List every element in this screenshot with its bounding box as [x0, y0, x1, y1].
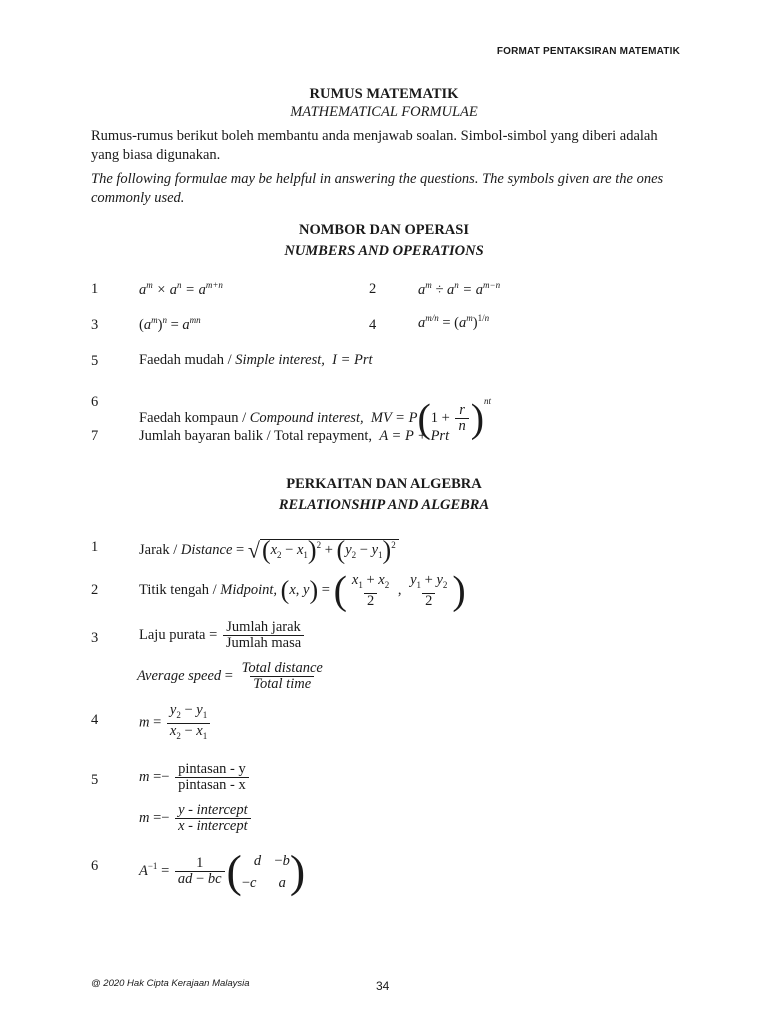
formula-index-divide: $a^m \div a^n = a^{m-n}$ [418, 280, 501, 298]
fraction-numerator: Jumlah jarak [226, 619, 301, 635]
label-malay: Faedah mudah / [139, 352, 236, 368]
formula-simple-interest [139, 352, 373, 369]
formula-number: 6 [91, 394, 99, 410]
formula-number: 4 [91, 712, 99, 728]
formula-number: 6 [91, 858, 99, 874]
formula-number: 4 [369, 317, 377, 333]
formula-number: 7 [91, 428, 99, 444]
formula-average-speed-malay: Laju purata = $\frac{\text{Jumlah jarak}}{\text{Jumlah masa}}$ [139, 620, 306, 651]
formula-fractional-index: $a^{m/n} = (a^m)^{1/n}$ [418, 313, 490, 331]
section1-title-malay: NOMBOR DAN OPERASI [299, 222, 469, 238]
label-malay: Titik tengah / [139, 582, 221, 598]
section1-title-english: NUMBERS AND OPERATIONS [284, 243, 484, 259]
formula-index-multiply: $a^m \times a^n = a^{m+n}$ [139, 280, 223, 298]
formula-inverse-matrix: $A^{-1}$ = $\frac{1}{ad - bc}$ ( d −b −c a ) [139, 845, 306, 897]
page-header: FORMAT PENTAKSIRAN MATEMATIK [496, 46, 680, 57]
fraction-numerator: pintasan - y [178, 761, 246, 777]
fraction-denominator: x - intercept [178, 818, 248, 834]
formula-expression: I = Prt [332, 352, 373, 368]
label-english: Simple interest, [235, 352, 325, 368]
formula-gradient-intercept-malay: m =− $\frac{\text{pintasan - y}}{\text{pintasan - x}}$ [139, 762, 251, 793]
formula-midpoint: Titik tengah / Midpoint, (x, y) = ( $\frac{x_1 + x_2}{2}$ , $\frac{y_1 + y_2}{2}$ ) [139, 567, 466, 613]
formula-average-speed-english: Average speed = $\frac{\text{Total distance}}{\text{Total time}}$ [137, 660, 323, 692]
label-malay: Laju purata [139, 626, 206, 643]
label-english: Midpoint, [220, 582, 278, 598]
formula-gradient: m = $\frac{y_2 - y_1}{x_2 - x_1}$ [139, 703, 212, 744]
fraction-denominator: Total time [253, 676, 312, 692]
label-english: Distance [180, 541, 233, 558]
fraction-numerator: y - intercept [178, 802, 248, 818]
copyright-notice: @ 2020 Hak Cipta Kerajaan Malaysia [91, 978, 250, 989]
formula-number: 3 [91, 630, 99, 646]
formula-expression: A = P + Prt [379, 428, 450, 444]
page-number: 34 [376, 979, 390, 993]
formula-number: 1 [91, 281, 99, 297]
formula-number: 1 [91, 539, 99, 555]
formula-distance: Jarak / Distance = $√(x_2 - x_1)^2 + (y_2 - y_1)^2$ [139, 532, 399, 568]
section2-title-malay: PERKAITAN DAN ALGEBRA [286, 476, 482, 492]
section2-title-english: RELATIONSHIP AND ALGEBRA [278, 497, 490, 513]
formula-power-of-power: $(a^m)^n = a^{mn}$ [139, 315, 201, 333]
formula-expression: MV = P [370, 410, 418, 426]
fraction-denominator: pintasan - x [175, 777, 249, 793]
formula-number: 3 [91, 317, 99, 333]
formula-number: 2 [369, 281, 377, 297]
formula-compound-interest: Faedah kompaun / Compound interest, MV = P(1 + $\frac{r}{n}$ )$^{nt}$ [139, 395, 492, 441]
label-english: Average speed [137, 667, 222, 684]
formula-gradient-intercept-english: m =− $\frac{\text{y - intercept}}{\text{x - intercept}}$ [139, 803, 253, 834]
formula-number: 5 [91, 353, 99, 369]
intro-english: The following formulae may be helpful in answering the questions. The symbols given are the ones commonly used. [91, 171, 664, 206]
formula-total-repayment [139, 428, 449, 445]
label-text: Jumlah bayaran balik / Total repayment, [139, 428, 373, 444]
label-malay: Jarak / [139, 541, 181, 558]
formula-number: 2 [91, 582, 99, 598]
label-malay: Faedah kompaun / [139, 410, 250, 426]
intro-malay: Rumus-rumus berikut boleh membantu anda menjawab soalan. Simbol-simbol yang diberi adalah yang biasa digunakan. [91, 128, 658, 163]
formula-number: 5 [91, 772, 99, 788]
label-english: Compound interest, [249, 410, 364, 426]
title-english: MATHEMATICAL FORMULAE [290, 104, 478, 120]
fraction-denominator: Jumlah masa [223, 635, 304, 651]
fraction-numerator: Total distance [241, 660, 323, 676]
title-malay: RUMUS MATEMATIK [309, 86, 459, 102]
